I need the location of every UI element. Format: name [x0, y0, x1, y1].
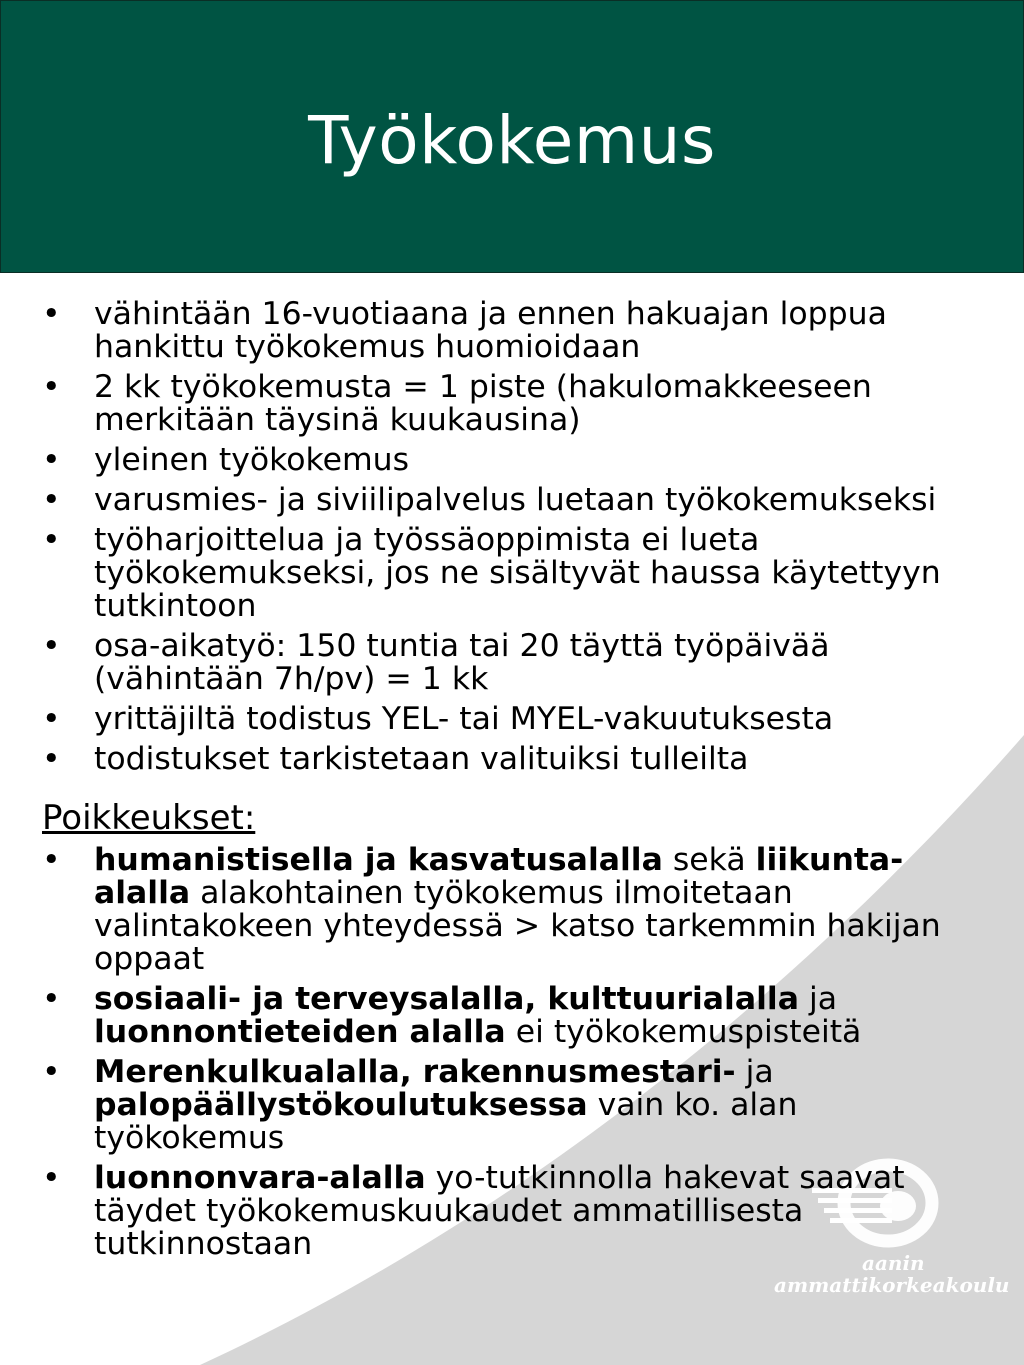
logo-text-line2: ammattikorkeakoulu	[774, 1273, 1010, 1297]
exception-item	[0, 1162, 1024, 1261]
bullet-icon: •	[42, 442, 61, 478]
exception-text: vain ko. alan työkokemus	[94, 1087, 798, 1156]
bullet-text: 2 kk työkokemusta = 1 piste (hakulomakkeeseen merkitään täysinä kuukausina)	[94, 369, 872, 438]
exception-item	[0, 983, 1024, 1049]
bullet-text: yrittäjiltä todistus YEL- tai MYEL-vakuutuksesta	[94, 701, 834, 737]
bullet-icon: •	[42, 482, 61, 518]
exception-bold-text: humanistisella ja kasvatusalalla	[94, 842, 663, 878]
bullet-item	[0, 703, 1024, 736]
bullet-icon: •	[42, 701, 61, 737]
exception-bold-text: Merenkulkualalla, rakennusmestari-	[94, 1054, 736, 1090]
exceptions-list	[0, 844, 1024, 1261]
bullet-icon: •	[42, 741, 61, 777]
exception-text: ja	[735, 1054, 774, 1090]
exception-text: ja	[798, 981, 838, 1017]
bullet-list	[0, 298, 1024, 776]
exception-bold-text: luonnontieteiden alalla	[94, 1014, 506, 1050]
bullet-text: vähintään 16-vuotiaana ja ennen hakuajan loppua hankittu työkokemus huomioidaan	[94, 296, 887, 365]
slide-content	[0, 298, 1024, 1268]
exception-bold-text: luonnonvara-alalla	[94, 1160, 426, 1196]
bullet-icon: •	[42, 1160, 61, 1196]
exception-text: yo-tutkinnolla hakevat saavat täydet työkokemuskuukaudet ammatillisesta tutkinnostaan	[94, 1160, 905, 1262]
bullet-text: työharjoittelua ja työssäoppimista ei lueta työkokemukseksi, jos ne sisältyvät haussa käytettyyn tutkintoon	[94, 522, 941, 624]
bullet-icon: •	[42, 369, 61, 405]
bullet-item	[0, 630, 1024, 696]
bullet-item	[0, 484, 1024, 517]
exception-text: ei työkokemuspisteitä	[505, 1014, 862, 1050]
exception-text: sekä	[662, 842, 756, 878]
exception-bold-text: palopäällystökoulutuksessa	[94, 1087, 588, 1123]
bullet-item	[0, 298, 1024, 364]
bullet-text: yleinen työkokemus	[94, 442, 410, 478]
exception-text: alakohtainen työkokemus ilmoitetaan valintakokeen yhteydessä > katso tarkemmin hakijan oppaat	[94, 875, 941, 977]
bullet-icon: •	[42, 296, 61, 332]
logo-text-line1: aanin	[862, 1251, 925, 1275]
bullet-icon: •	[42, 628, 61, 664]
bullet-item	[0, 444, 1024, 477]
bullet-icon: •	[42, 522, 61, 558]
bullet-text: osa-aikatyö: 150 tuntia tai 20 täyttä työpäivää (vähintään 7h/pv) = 1 kk	[94, 628, 830, 697]
bullet-icon: •	[42, 1054, 61, 1090]
exception-bold-text: liikunta-alalla	[94, 842, 904, 911]
exception-bold-text: sosiaali- ja terveysalalla, kulttuurialalla	[94, 981, 799, 1017]
bullet-item	[0, 524, 1024, 623]
exception-item	[0, 844, 1024, 976]
title-banner	[0, 0, 1024, 273]
exceptions-heading: Poikkeukset:	[42, 798, 256, 838]
slide-title: Työkokemus	[308, 102, 716, 179]
bullet-item	[0, 371, 1024, 437]
bullet-text: todistukset tarkistetaan valituiksi tulleilta	[94, 741, 749, 777]
bullet-icon: •	[42, 842, 61, 878]
bullet-icon: •	[42, 981, 61, 1017]
bullet-item	[0, 743, 1024, 776]
exception-item	[0, 1056, 1024, 1155]
bullet-text: varusmies- ja siviilipalvelus luetaan työkokemukseksi	[94, 482, 937, 518]
